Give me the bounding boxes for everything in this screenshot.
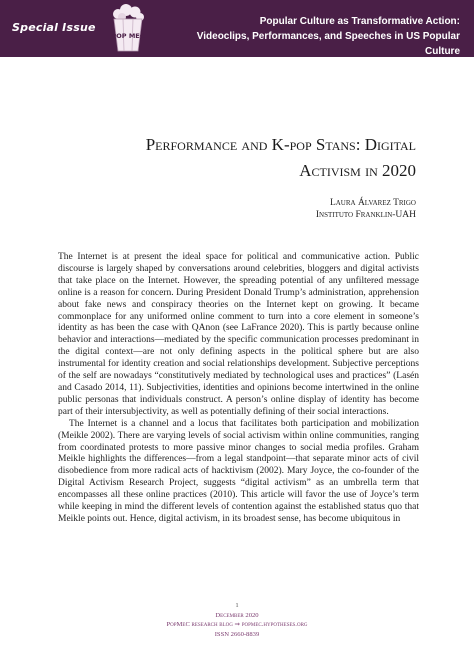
footer-issn: ISSN 2660-8839 bbox=[214, 630, 260, 638]
issue-title-line-2: Videoclips, Performances, and Speeches in US Popular Culture bbox=[196, 31, 460, 57]
special-issue-badge: Special Issue bbox=[12, 21, 96, 34]
logo-text: POP MEC bbox=[111, 32, 145, 40]
article-title-line-1: Performance and K-pop Stans: Digital bbox=[145, 135, 416, 154]
article-body bbox=[58, 252, 419, 526]
body-paragraph: The Internet is at present the ideal space for political and communicative action. Public discourse is largely shaped by conversations around celebrities, bloggers and digital activists that take place on the Internet. However, the spreading potential of any unfiltered message online is a reason for concern. During President Donald Trump’s administration, apprehension about fake news and conspiracy theories on the Internet kept on growing. It became commonplace for any uniformed online comment to turn into a core element in someone’s identity as has been the case with QAnon (see LaFrance 2020). This is partly because online behavior and interactions—mediated by the specific communication processes predominant in the digital context—are not only defining aspects in the political sphere but are also instrumental for identity creation and social relationships development. Subjective perceptions of the self are nowadays “constitutively mediated by technological uses and practices” (Lasén and Casado 2014, 11). Subjectivities, identities and opinions become intertwined in the online public personas that individuals construct. A person’s online display of identity has become part of their intersubjectivity, as well as potentially defining of their social interactions. bbox=[58, 252, 419, 417]
footer-date: December 2020 bbox=[215, 611, 259, 619]
author-block bbox=[316, 197, 416, 221]
page-footer bbox=[0, 601, 474, 639]
author-affiliation: Instituto Franklin-UAH bbox=[315, 210, 416, 220]
author-name: Laura Álvarez Trigo bbox=[329, 198, 416, 208]
issue-title bbox=[160, 14, 460, 59]
article-title bbox=[120, 132, 416, 184]
page-number: 1 bbox=[235, 602, 239, 609]
article-title-line-2: Activism in 2020 bbox=[299, 161, 416, 180]
popcorn-box-icon bbox=[111, 4, 145, 53]
body-paragraph: The Internet is a channel and a locus that facilitates both participation and mobilization (Meikle 2002). There are varying levels of social activism within online communities, ranging from coordinated protests to more passive minor changes to social media profiles. Graham Meikle highlights the differences—from a legal standpoint—that separate minor acts of civil disobedience from more radical acts of hacktivism (2002). Mary Joyce, the co-founder of the Digital Activism Research Project, suggests “digital activism” as an umbrella term that encompasses all these online practices (2010). This article will favor the use of Joyce’s term while keeping in mind the different levels of contention against the established status quo that Meikle points out. Hence, digital activism, in its broadest sense, has become ubiquitous in bbox=[58, 418, 419, 524]
header-banner bbox=[0, 0, 474, 57]
issue-title-line-1: Popular Culture as Transformative Action: bbox=[259, 16, 460, 27]
footer-blog-link[interactable]: PopMeC research blog ⇒ popmec.hypotheses.org bbox=[166, 621, 308, 629]
